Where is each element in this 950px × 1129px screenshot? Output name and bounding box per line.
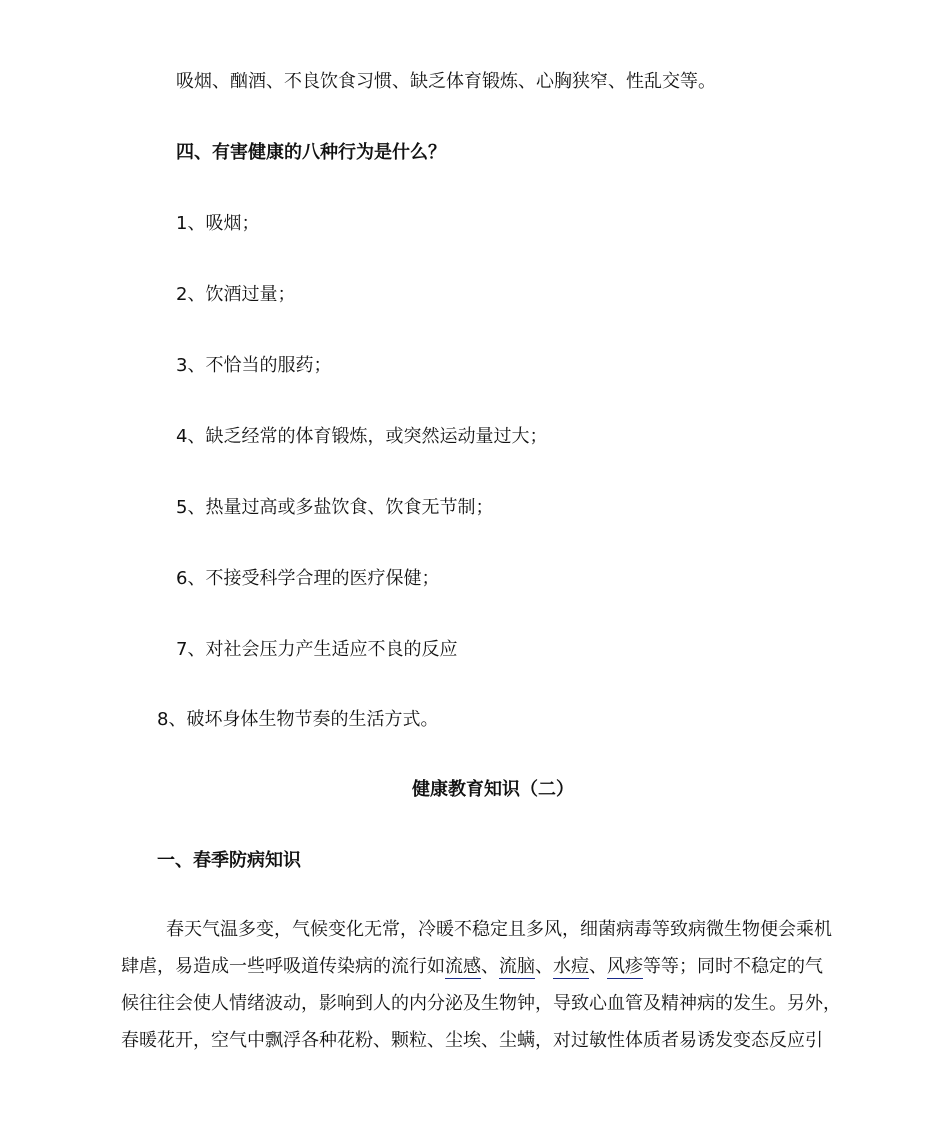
disease-link-flu[interactable]: 流感 xyxy=(445,956,481,977)
spring-para-line-4: 春暖花开，空气中飘浮各种花粉、颗粒、尘埃、尘螨，对过敏性体质者易诱发变态反应引 xyxy=(121,1030,823,1051)
part2-title: 健康教育知识（二） xyxy=(412,779,574,800)
behavior-item-6: 6、不接受科学合理的医疗保健； xyxy=(176,568,440,589)
behavior-item-7: 7、对社会压力产生适应不良的反应 xyxy=(176,639,458,660)
behavior-item-5: 5、热量过高或多盐饮食、饮食无节制； xyxy=(176,497,494,518)
intro-line: 吸烟、酗酒、不良饮食习惯、缺乏体育锻炼、心胸狭窄、性乱交等。 xyxy=(176,71,716,92)
spring-para-line-3: 候往往会使人情绪波动，影响到人的内分泌及生物钟，导致心血管及精神病的发生。另外， xyxy=(121,993,841,1014)
spring-paragraph xyxy=(121,911,841,1059)
spring-para-line-2: 肆虐，易造成一些呼吸道传染病的流行如流感、流脑、水痘、风疹等等；同时不稳定的气 xyxy=(121,956,823,977)
disease-link-chickenpox[interactable]: 水痘 xyxy=(553,956,589,977)
behavior-item-2: 2、饮酒过量； xyxy=(176,284,296,305)
behavior-item-1: 1、吸烟； xyxy=(176,213,260,234)
spring-heading: 一、春季防病知识 xyxy=(157,850,301,871)
disease-link-meningitis[interactable]: 流脑 xyxy=(499,956,535,977)
behavior-item-4: 4、缺乏经常的体育锻炼，或突然运动量过大； xyxy=(176,426,548,447)
spring-para-line-1: 春天气温多变，气候变化无常，冷暖不稳定且多风，细菌病毒等致病微生物便会乘机 xyxy=(166,919,832,940)
behavior-item-3: 3、不恰当的服药； xyxy=(176,355,332,376)
disease-link-rubella[interactable]: 风疹 xyxy=(607,956,643,977)
section4-heading: 四、有害健康的八种行为是什么？ xyxy=(176,142,446,163)
behavior-item-8: 8、破坏身体生物节奏的生活方式。 xyxy=(157,709,439,730)
